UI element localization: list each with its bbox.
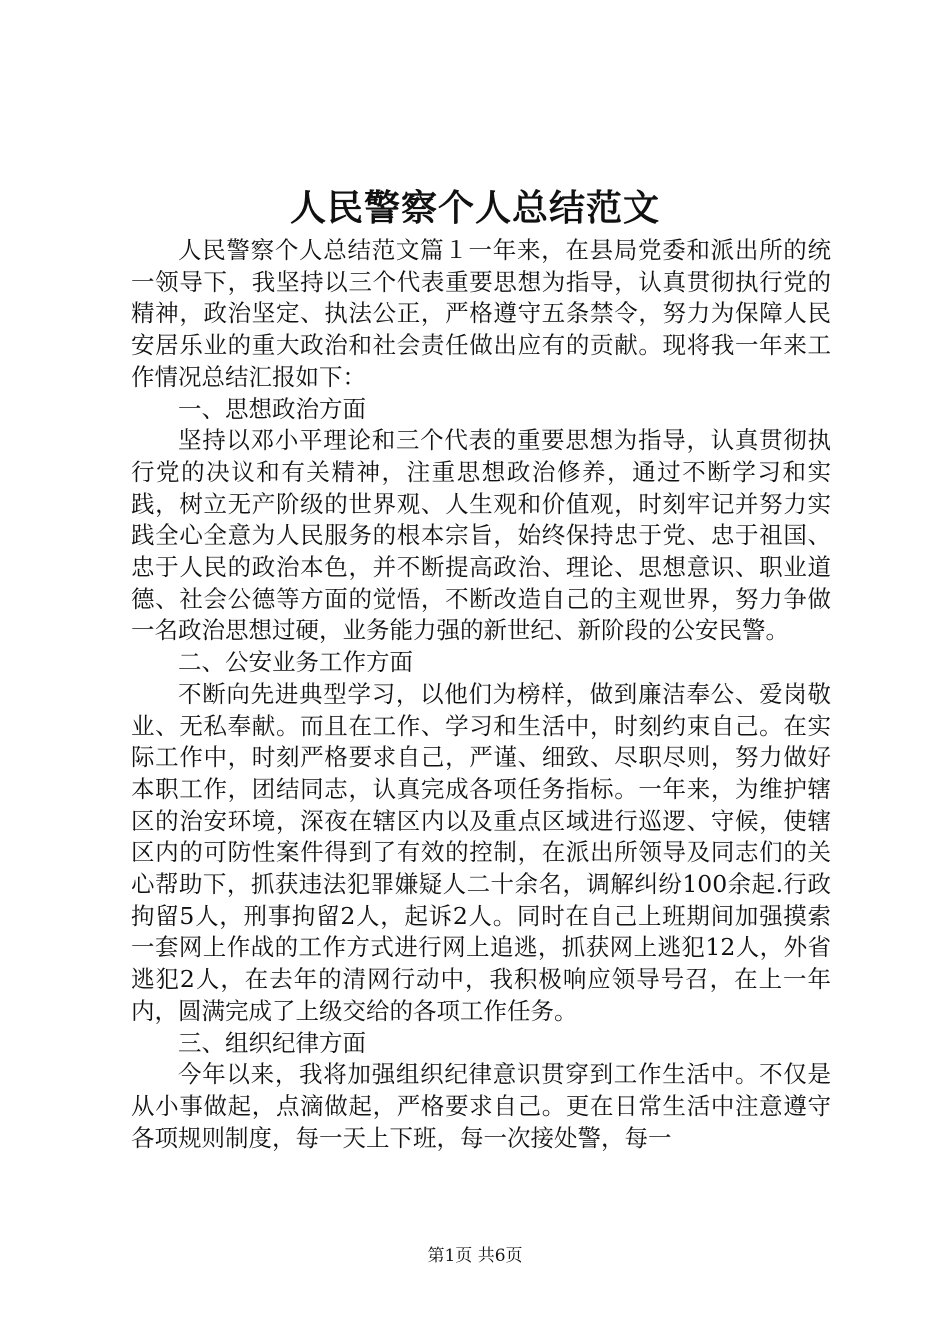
discipline-paragraph: 今年以来，我将加强组织纪律意识贯穿到工作生活中。不仅是从小事做起，点滴做起，严格要求自己。更在日常生活中注意遵守各项规则制度，每一天上下班，每一次接处警，每一 [131, 1060, 831, 1152]
page-number: 第1页 共6页 [427, 1246, 523, 1266]
intro-paragraph: 人民警察个人总结范文篇１一年来，在县局党委和派出所的统一领导下，我坚持以三个代表重要思想为指导，认真贯彻执行党的精神，政治坚定、执法公正，严格遵守五条禁令，努力为保障人民安居乐业的重大政治和社会责任做出应有的贡献。现将我一年来工作情况总结汇报如下： [131, 236, 831, 391]
police-work-paragraph: 不断向先进典型学习，以他们为榜样，做到廉洁奉公、爱岗敬业、无私奉献。而且在工作、学习和生活中，时刻约束自己。在实际工作中，时刻严格要求自己，严谨、细致、尽职尽则，努力做好本职工作，团结同志，认真完成各项任务指标。一年来，为维护辖区的治安环境，深夜在辖区内以及重点区域进行巡逻、守候，使辖区内的可防性案件得到了有效的控制，在派出所领导及同志们的关心帮助下，抓获违法犯罪嫌疑人二十余名，调解纠纷100余起.行政拘留5人，刑事拘留2人，起诉2人。同时在自己上班期间加强摸索一套网上作战的工作方式进行网上追逃，抓获网上逃犯12人，外省逃犯2人，在去年的清网行动中，我积极响应领导号召，在上一年内，圆满完成了上级交给的各项工作任务。 [131, 679, 831, 1025]
document-title: 人民警察个人总结范文 [289, 187, 660, 229]
section-heading-police-work: 二、公安业务工作方面 [178, 648, 413, 677]
political-paragraph: 坚持以邓小平理论和三个代表的重要思想为指导，认真贯彻执行党的决议和有关精神，注重思想政治修养，通过不断学习和实践，树立无产阶级的世界观、人生观和价值观，时刻牢记并努力实践全心全意为人民服务的根本宗旨，始终保持忠于党、忠于祖国、忠于人民的政治本色，并不断提高政治、理论、思想意识、职业道德、社会公德等方面的觉悟，不断改造自己的主观世界，努力争做一名政治思想过硬，业务能力强的新世纪、新阶段的公安民警。 [131, 426, 831, 645]
section-heading-discipline: 三、组织纪律方面 [178, 1028, 366, 1057]
section-heading-political: 一、思想政治方面 [178, 394, 366, 423]
document-body [131, 235, 831, 1154]
